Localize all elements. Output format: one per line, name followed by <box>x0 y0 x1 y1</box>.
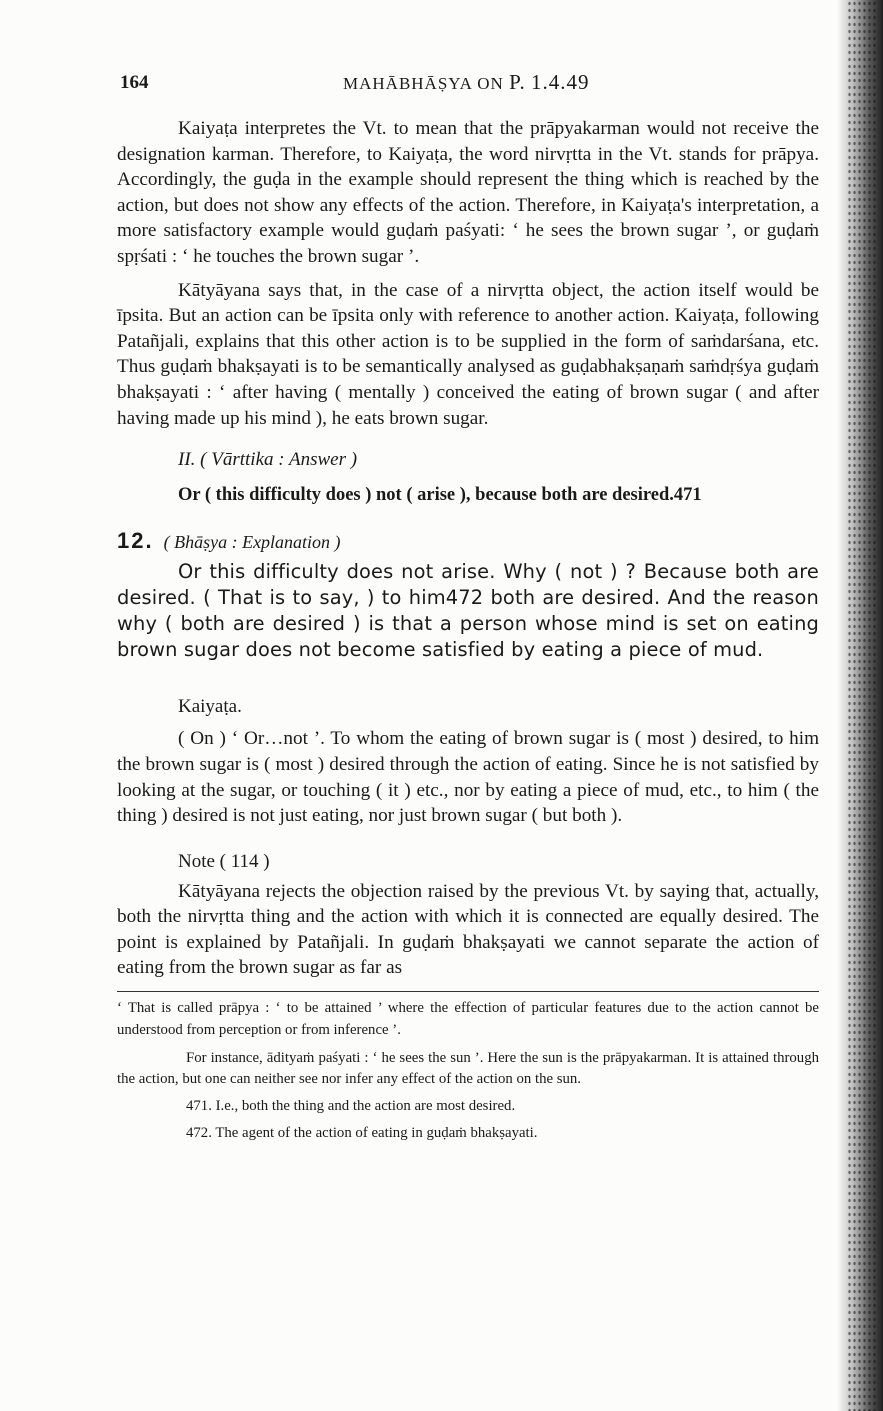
running-title-p: P. <box>509 70 526 94</box>
page-number: 164 <box>120 72 149 93</box>
running-title-sutra: 1.4.49 <box>530 70 590 94</box>
footnote-continued-1: ‘ That is called prāpya : ‘ to be attained ’ where the effection of particular features due to the action cannot be understood from perception or from inference ’. <box>117 1000 819 1038</box>
note-text: Kātyāyana rejects the objection raised by the previous Vt. by saying that, actually, both the nirvṛtta thing and the action with which it is connected are equally desired. The point is explained by Patañjali. In guḍaṁ bhakṣayati we cannot separate the action of eating from the brown sugar as far as <box>117 880 819 979</box>
kaiyata-text: ( On ) ‘ Or…not ’. To whom the eating of brown sugar is ( most ) desired, to him the brown sugar is ( most ) desired through the action of eating. Since he is not satisfied by looking at the sugar, or touching ( it ) etc., nor by eating a piece of mud, etc., to him ( the thing ) desired is not just eating, nor just brown sugar ( but both ). <box>117 728 819 827</box>
running-head <box>117 60 819 96</box>
scan-edge-noise <box>847 0 877 1411</box>
note-label: Note ( 114 ) <box>178 850 270 872</box>
bhasya-heading-text: ( Bhāṣya : Explanation ) <box>163 532 341 553</box>
kaiyata-label: Kaiyaṭa. <box>178 696 242 718</box>
footnote-471: 471. I.e., both the thing and the action are most desired. <box>186 1098 516 1115</box>
footnote-472: 472. The agent of the action of eating in guḍaṁ bhakṣayati. <box>186 1125 538 1142</box>
bhasya-heading <box>117 528 819 554</box>
footnote-rule <box>117 991 819 992</box>
paragraph-kaiyata-interpretation: Kaiyaṭa interpretes the Vt. to mean that the prāpyakarman would not receive the designation karman. Therefore, to Kaiyaṭa, the word nirvṛtta in the Vt. stands for prāpya. Accordingly, the guḍa in the example should represent the thing which is reached by the action, but does not show any effects of the action. Therefore, in Kaiyaṭa's interpretation, a more satisfactory example would guḍaṁ paśyati: ‘ he sees the brown sugar ’, or guḍaṁ spṛśati : ‘ he touches the brown sugar ’. <box>117 118 819 267</box>
varttika-heading: II. ( Vārttika : Answer ) <box>178 449 358 471</box>
paragraph-katyayana-says: Kātyāyana says that, in the case of a nirvṛtta object, the action itself would be īpsita. But an action can be īpsita only with reference to another action. Kaiyaṭa, following Patañjali, explains that this other action is to be supplied in the form of saṁdarśana, etc. Thus guḍaṁ bhakṣayati is to be semantically analysed as guḍabhakṣaṇaṁ saṁdṛśya guḍaṁ bhakṣayati : ‘ after having ( mentally ) conceived the eating of brown sugar ( and after having made up his mind ), he eats brown sugar. <box>117 279 819 429</box>
running-title <box>343 70 589 95</box>
bhasya-text: Or this difficulty does not arise. Why ( not ) ? Because both are desired. ( That is to say, ) to him472 both are desired. And the reason why ( both are desired ) is that a person whose mind is set on eating brown sugar does not become satisfied by eating a piece of mud. <box>117 560 819 661</box>
varttika-text: Or ( this difficulty does ) not ( arise ), because both are desired.471 <box>178 485 702 506</box>
page <box>117 60 819 1145</box>
running-title-main: MAHĀBHĀṢYA ON <box>343 74 504 93</box>
bhasya-number: 12. <box>117 528 154 554</box>
footnote-continued-2: For instance, ādityaṁ paśyati : ‘ he sees the sun ’. Here the sun is the prāpyakarman. It is attained through the action, but one can neither see nor infer any effect of the action on the sun. <box>117 1049 819 1088</box>
